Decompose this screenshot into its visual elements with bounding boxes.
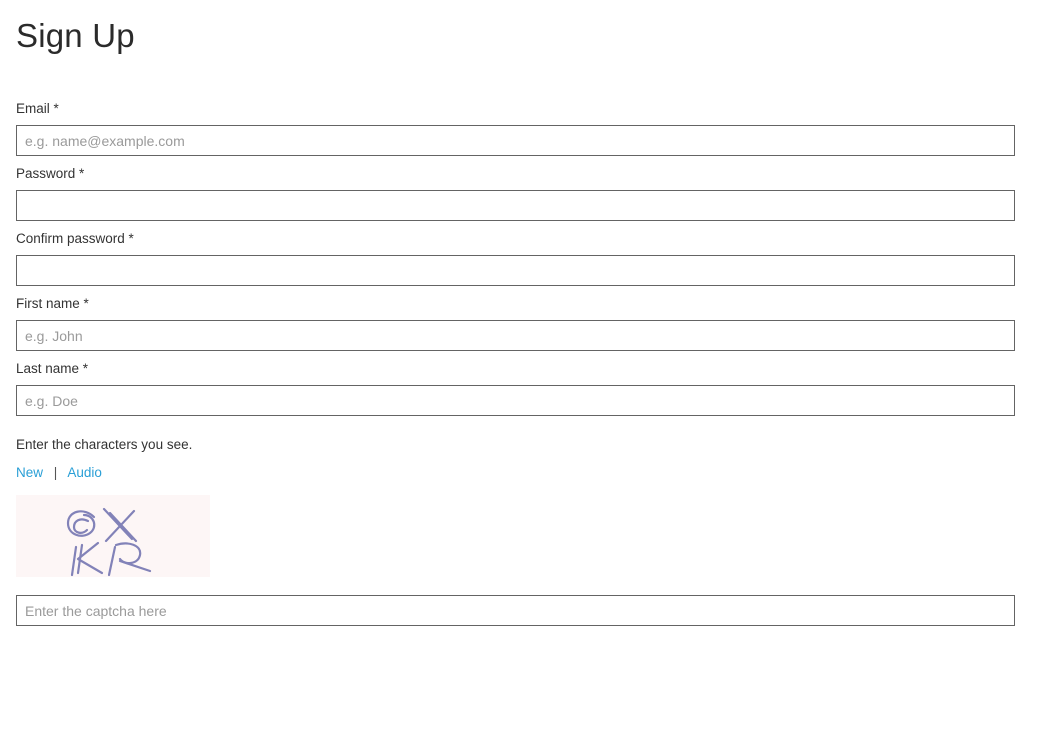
password-field[interactable] [16, 190, 1015, 221]
captcha-audio-link[interactable]: Audio [67, 465, 102, 480]
field-password [16, 165, 1045, 221]
field-first-name [16, 295, 1045, 351]
field-email [16, 100, 1045, 156]
captcha-image [16, 495, 210, 577]
confirm-password-label: Confirm password * [16, 231, 134, 246]
email-field[interactable] [16, 125, 1015, 156]
confirm-password-field[interactable] [16, 255, 1015, 286]
captcha-prompt: Enter the characters you see. [16, 437, 193, 452]
last-name-label: Last name * [16, 361, 89, 376]
field-last-name [16, 360, 1045, 416]
password-label: Password * [16, 166, 85, 181]
first-name-label: First name * [16, 296, 89, 311]
captcha-new-link[interactable]: New [16, 465, 44, 480]
captcha-link-separator: | [53, 465, 58, 480]
captcha-block [16, 436, 1045, 626]
first-name-field[interactable] [16, 320, 1015, 351]
field-confirm-password [16, 230, 1045, 286]
last-name-field[interactable] [16, 385, 1015, 416]
captcha-input[interactable] [16, 595, 1015, 626]
signup-form [16, 100, 1045, 626]
page-title: Sign Up [16, 17, 135, 54]
email-label: Email * [16, 101, 59, 116]
captcha-links [16, 464, 1045, 482]
